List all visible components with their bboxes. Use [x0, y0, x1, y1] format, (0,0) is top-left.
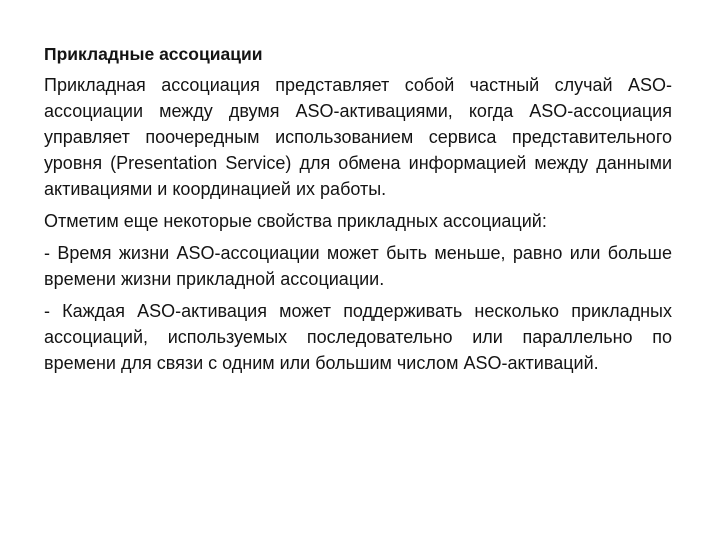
slide-title: Прикладные ассоциации [44, 44, 263, 64]
paragraph-lifetime: - Время жизни ASO-ассоциации может быть меньше, равно или больше времени жизни прикладной ассоциации. [44, 243, 672, 289]
paragraph-definition: Прикладная ассоциация представляет собой частный случай ASO-ассоциации между двумя ASO-активациями, когда ASO-ассоциация управляет поочередным использованием сервиса представительного уровня (Presentation Service) для обмена информацией между данными активациями и координацией их работы. [44, 75, 672, 199]
paragraph-multiple-associations: - Каждая ASO-активация может поддерживать несколько прикладных ассоциаций, используемых последовательно или параллельно по времени для связи с одним или большим числом ASO-активаций. [44, 301, 672, 373]
slide-content [44, 40, 672, 376]
paragraph-properties-intro: Отметим еще некоторые свойства прикладных ассоциаций: [44, 211, 547, 231]
